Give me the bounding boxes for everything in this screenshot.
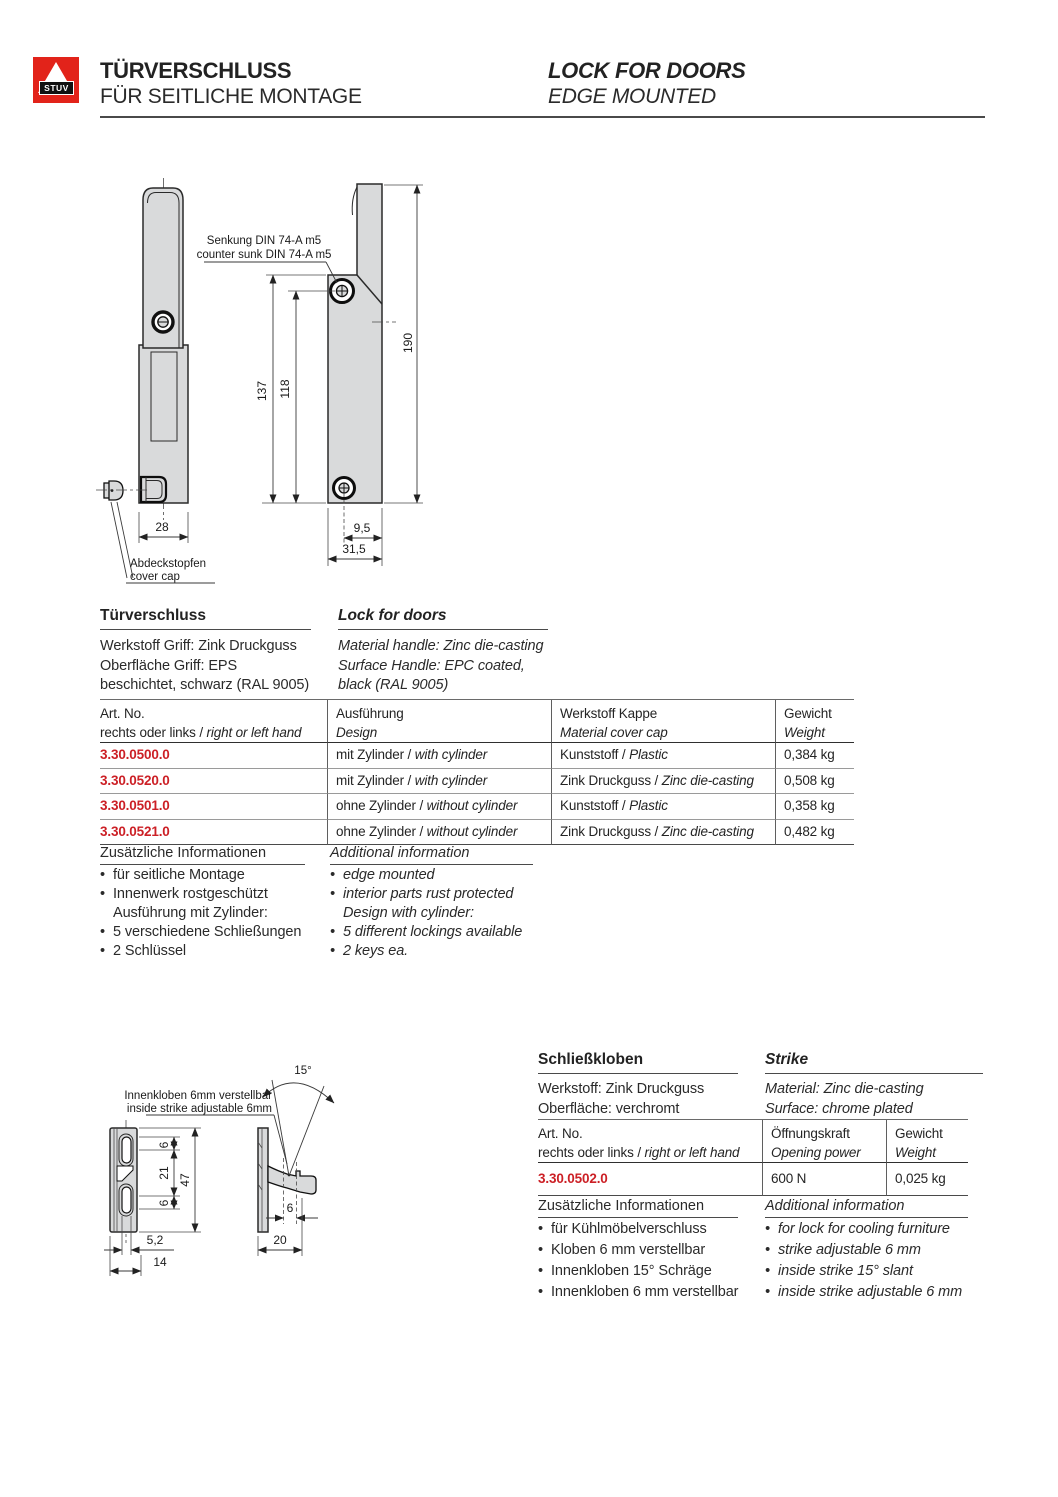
strike-info-list-en xyxy=(765,1219,990,1303)
table-row-weight: 0,508 kg xyxy=(775,769,854,795)
bullet: • xyxy=(330,943,335,959)
strike-heading-en: Strike xyxy=(765,1051,983,1074)
list-item: • inside strike 15° slant xyxy=(765,1261,990,1282)
dim-slot-top: 6 xyxy=(157,1141,171,1149)
bullet: • xyxy=(765,1263,770,1279)
list-item: • für seitliche Montage xyxy=(100,867,245,883)
dim-front-width: 14 xyxy=(153,1255,167,1269)
table-row-art-no: 3.30.0521.0 xyxy=(100,820,327,846)
table-row-design: mit Zylinder / with cylinder xyxy=(327,743,551,769)
strike-material-en-line1: Material: Zinc die-casting xyxy=(765,1081,924,1097)
strike-info-title-en: Additional information xyxy=(765,1198,968,1218)
bullet: • xyxy=(765,1242,770,1258)
bullet: • xyxy=(538,1284,543,1300)
adjust-label-en: inside strike adjustable 6mm xyxy=(126,1103,272,1115)
list-item: • Innenwerk rostgeschützt xyxy=(100,886,268,902)
latch-bolt xyxy=(141,477,166,502)
col-header-cover-cap: Werkstoff Kappe Material cover cap xyxy=(551,700,775,743)
lock-side-view xyxy=(197,184,423,566)
list-item: • 2 Schlüssel xyxy=(100,943,187,959)
table-row-design: mit Zylinder / with cylinder xyxy=(327,769,551,795)
table-row-weight: 0,358 kg xyxy=(775,794,854,820)
list-item: • 5 different lockings available xyxy=(330,924,523,940)
strike-article-table xyxy=(538,1119,968,1196)
list-item: • für Kühlmöbelverschluss xyxy=(538,1219,763,1240)
lock-material-en-line2: Surface Handle: EPC coated, xyxy=(338,657,525,674)
list-item: • edge mounted xyxy=(330,867,435,883)
adjust-label-de: Innenkloben 6mm verstellbar xyxy=(124,1090,272,1102)
strike-heading-de: Schließkloben xyxy=(538,1051,738,1074)
col-header-art-no: Art. No. rechts oder links / right or left hand xyxy=(100,700,327,743)
cover-cap-part xyxy=(104,481,123,500)
cover-cap-label-en: cover cap xyxy=(130,571,180,583)
page-title-english-line2: EDGE MOUNTED xyxy=(548,85,716,108)
table-row-weight: 0,384 kg xyxy=(775,743,854,769)
lock-info-list-en xyxy=(330,866,555,961)
lock-info-title-de: Zusätzliche Informationen xyxy=(100,845,305,865)
table-row-art-no: 3.30.0501.0 xyxy=(100,794,327,820)
list-item: • interior parts rust protected xyxy=(330,886,514,902)
table-row-opening-power: 600 N xyxy=(762,1163,886,1196)
table-row-cover-cap: Zink Druckguss / Zinc die-casting xyxy=(551,820,775,846)
list-item: • for lock for cooling furniture xyxy=(765,1219,990,1240)
table-row-design: ohne Zylinder / without cylinder xyxy=(327,794,551,820)
table-row-art-no: 3.30.0502.0 xyxy=(538,1163,762,1196)
table-row-weight: 0,482 kg xyxy=(775,820,854,846)
dim-front-width: 28 xyxy=(155,520,169,534)
list-item: • inside strike adjustable 6 mm xyxy=(765,1282,990,1303)
dim-hole-span2: 118 xyxy=(278,379,292,399)
list-item: • Kloben 6 mm verstellbar xyxy=(538,1240,763,1261)
strike-material-en-line2: Surface: chrome plated xyxy=(765,1100,913,1117)
bullet: • xyxy=(100,943,105,959)
table-row-cover-cap: Zink Druckguss / Zinc die-casting xyxy=(551,769,775,795)
table-row-weight: 0,025 kg xyxy=(886,1163,968,1196)
strike-material-de-line1: Werkstoff: Zink Druckguss xyxy=(538,1081,705,1097)
bullet: • xyxy=(100,886,105,902)
bullet: • xyxy=(765,1221,770,1237)
dim-angle: 15° xyxy=(294,1065,312,1077)
dim-strike-height: 47 xyxy=(178,1173,192,1187)
col-header-opening-power: Öffnungskraft Opening power xyxy=(762,1120,886,1163)
dim-slot-width: 5,2 xyxy=(146,1233,164,1247)
dim-depth: 20 xyxy=(273,1233,287,1247)
table-row-art-no: 3.30.0520.0 xyxy=(100,769,327,795)
lock-material-de-line2: Oberfläche Griff: EPS xyxy=(100,657,238,674)
bullet: • xyxy=(330,867,335,883)
countersunk-label-de: Senkung DIN 74-A m5 xyxy=(206,235,322,247)
bullet: • xyxy=(330,886,335,902)
list-item: • Innenkloben 6 mm verstellbar xyxy=(538,1282,763,1303)
logo-wordmark: STUV xyxy=(39,81,74,95)
page-title-english-line1: LOCK FOR DOORS xyxy=(548,58,746,83)
dim-adjust-range: 6 xyxy=(286,1201,294,1215)
bullet: • xyxy=(538,1221,543,1237)
bullet: • xyxy=(538,1242,543,1258)
dim-depth: 31,5 xyxy=(342,542,366,556)
strike-material-de-line2: Oberfläche: verchromt xyxy=(538,1100,680,1117)
strike-material-en xyxy=(765,1080,985,1119)
dim-total-height: 190 xyxy=(401,332,415,354)
dim-center-span: 21 xyxy=(157,1166,171,1180)
list-item: • 5 verschiedene Schließungen xyxy=(100,924,302,940)
dim-slot-bottom: 6 xyxy=(157,1199,171,1207)
lock-technical-drawing xyxy=(90,165,435,595)
strike-info-title-de: Zusätzliche Informationen xyxy=(538,1198,738,1218)
table-row-art-no: 3.30.0500.0 xyxy=(100,743,327,769)
table-row-cover-cap: Kunststoff / Plastic xyxy=(551,743,775,769)
lock-material-en xyxy=(338,637,568,696)
strike-technical-drawing xyxy=(95,1048,440,1293)
list-item: Ausführung mit Zylinder: xyxy=(113,905,268,921)
strike-side-view xyxy=(124,1065,334,1256)
strike-arm xyxy=(268,1166,316,1194)
bullet: • xyxy=(765,1284,770,1300)
strike-front-view xyxy=(104,1120,201,1276)
lock-material-de-line1: Werkstoff Griff: Zink Druckguss xyxy=(100,638,297,654)
list-item: • strike adjustable 6 mm xyxy=(765,1240,990,1261)
cover-cap-label-de: Abdeckstopfen xyxy=(130,558,207,570)
lock-material-de xyxy=(100,637,325,696)
table-row-cover-cap: Kunststoff / Plastic xyxy=(551,794,775,820)
bullet: • xyxy=(100,924,105,940)
dim-hole-span: 137 xyxy=(255,380,269,402)
bullet: • xyxy=(330,924,335,940)
lock-material-en-line1: Material handle: Zinc die-casting xyxy=(338,638,544,654)
lock-front-view xyxy=(96,178,215,583)
lock-info-title-en: Additional information xyxy=(330,845,533,865)
lock-material-en-line3: black (RAL 9005) xyxy=(338,677,449,693)
list-item: • 2 keys ea. xyxy=(330,943,409,959)
lock-heading-de: Türverschluss xyxy=(100,607,311,630)
mount-slot-top xyxy=(122,1137,131,1163)
bullet: • xyxy=(100,867,105,883)
col-header-weight: Gewicht Weight xyxy=(775,700,854,743)
page-title-german-line1: TÜRVERSCHLUSS xyxy=(100,58,292,83)
strike-material-de xyxy=(538,1080,753,1119)
lock-info-list-de xyxy=(100,866,325,961)
bullet: • xyxy=(538,1263,543,1279)
header-rule xyxy=(100,116,985,118)
dim-hole-offset: 9,5 xyxy=(353,521,371,535)
col-header-design: Ausführung Design xyxy=(327,700,551,743)
col-header-art-no: Art. No. rechts oder links / right or left hand xyxy=(538,1120,762,1163)
lock-material-de-line3: beschichtet, schwarz (RAL 9005) xyxy=(100,677,310,693)
mount-slot-bottom xyxy=(122,1187,131,1213)
page-title-german-line2: FÜR SEITLICHE MONTAGE xyxy=(100,85,362,108)
stuv-logo xyxy=(33,57,79,103)
countersunk-label-en: counter sunk DIN 74-A m5 xyxy=(196,249,332,261)
list-item: Design with cylinder: xyxy=(343,905,474,921)
lock-article-table xyxy=(100,699,854,845)
strike-info-list-de xyxy=(538,1219,763,1303)
table-row-design: ohne Zylinder / without cylinder xyxy=(327,820,551,846)
col-header-weight: Gewicht Weight xyxy=(886,1120,968,1163)
lock-heading-en: Lock for doors xyxy=(338,607,548,630)
list-item: • Innenkloben 15° Schräge xyxy=(538,1261,763,1282)
